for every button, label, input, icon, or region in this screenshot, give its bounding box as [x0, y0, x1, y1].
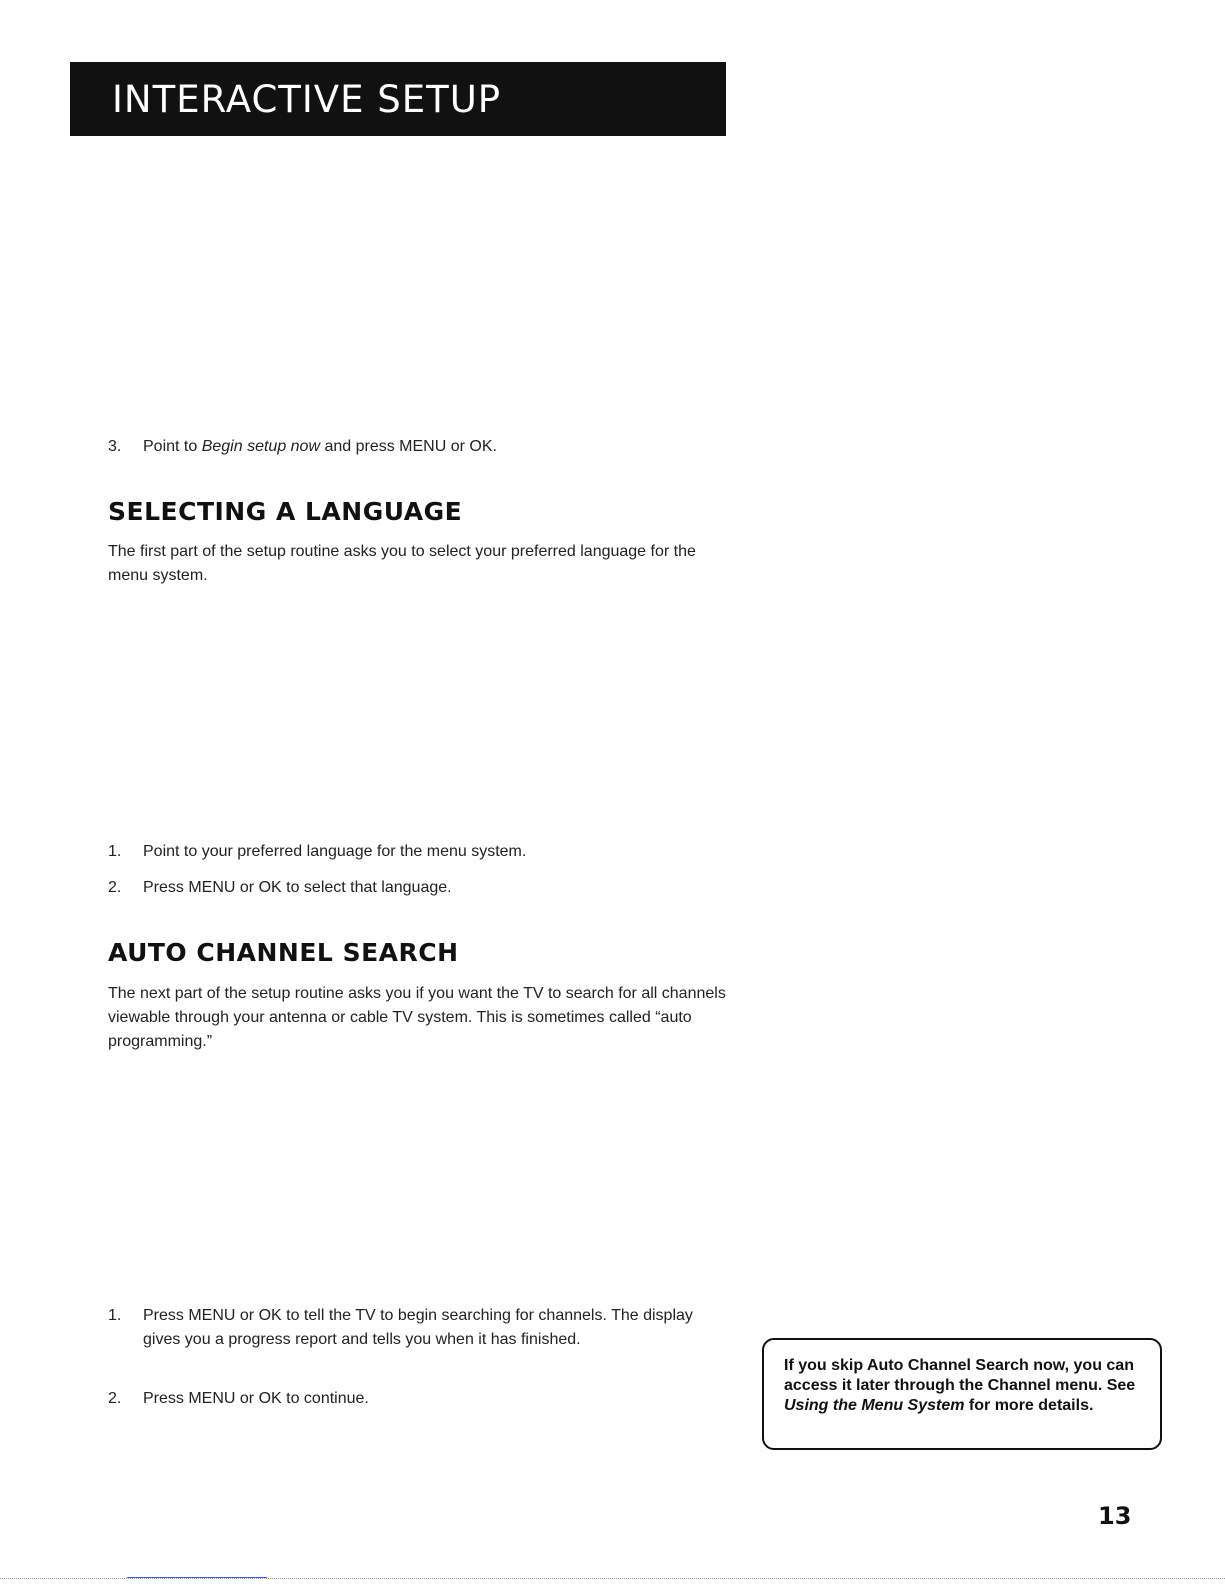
section-heading-language: SELECTING A LANGUAGE — [108, 497, 463, 526]
step-text-emphasis: Begin setup now — [201, 438, 321, 455]
step-number: 1. — [108, 843, 122, 860]
tip-note-text — [784, 1356, 1142, 1416]
footer-divider — [0, 1578, 1225, 1579]
step-number: 1. — [108, 1307, 122, 1324]
channel-step-2 — [108, 1387, 728, 1411]
step-text-before: Point to — [143, 438, 202, 455]
step-text: Press MENU or OK to select that language. — [143, 879, 452, 896]
step-number: 2. — [108, 879, 122, 896]
channel-step-1 — [108, 1304, 728, 1376]
footer-underline — [127, 1577, 267, 1578]
language-step-1 — [108, 840, 728, 864]
step-text: Press MENU or OK to tell the TV to begin searching for channels. The display gives you a progress report and tells you when it has finished. — [143, 1307, 693, 1348]
intro-step — [108, 435, 728, 459]
tip-note-box — [762, 1338, 1162, 1450]
language-paragraph: The first part of the setup routine asks you to select your preferred language for the menu system. — [108, 543, 696, 584]
tip-note-emphasis: Using the Menu System — [784, 1397, 965, 1414]
channel-paragraph: The next part of the setup routine asks you if you want the TV to search for all channels viewable through your antenna or cable TV system. This is sometimes called “auto programming.” — [108, 985, 726, 1050]
step-text: Press MENU or OK to continue. — [143, 1390, 369, 1407]
step-number: 2. — [108, 1390, 122, 1407]
step-text: Point to your preferred language for the menu system. — [143, 843, 527, 860]
tip-note-after: for more details. — [964, 1397, 1094, 1414]
step-text — [143, 435, 497, 459]
page-header — [70, 62, 726, 136]
step-number: 3. — [108, 438, 122, 455]
section-heading-channel-search: AUTO CHANNEL SEARCH — [108, 938, 459, 967]
tip-note-before: If you skip Auto Channel Search now, you can access it later through the Channel menu. See — [784, 1357, 1136, 1394]
page-title: INTERACTIVE SETUP — [112, 77, 502, 121]
step-text-after: and press MENU or OK. — [320, 438, 497, 455]
language-step-2 — [108, 876, 728, 900]
page-number: 13 — [1098, 1502, 1132, 1530]
